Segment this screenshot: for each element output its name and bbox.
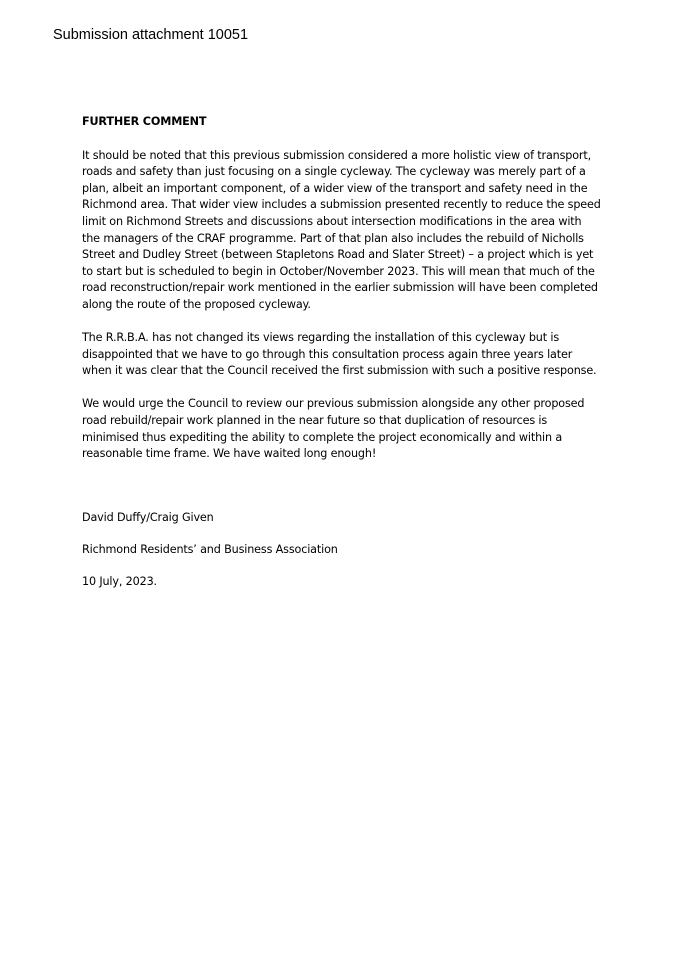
document-heading: FURTHER COMMENT <box>82 115 207 128</box>
document-body <box>82 114 602 607</box>
paragraph-rrba-views: The R.R.B.A. has not changed its views regarding the installation of this cycleway but is disappointed that we have to go through this consultation process again three years later when it was clear that the Council received the first submission with such a positive response. <box>82 331 597 378</box>
paragraph-holistic-view: It should be noted that this previous submission considered a more holistic view of transport, roads and safety than just focusing on a single cycleway. The cycleway was merely part of a plan, albeit an important component, of a wider view of the transport and safety need in the Richmond area. That wider view includes a submission presented recently to reduce the speed limit on Richmond Streets and discussions about intersection modifications in the area with the managers of the CRAF programme. Part of that plan also includes the rebuild of Nicholls Street and Dudley Street (between Stapletons Road and Slater Street) – a project which is yet to start but is scheduled to begin in October/November 2023. This will mean that much of the road reconstruction/repair work mentioned in the earlier submission will have been completed along the route of the proposed cycleway. <box>82 148 601 311</box>
signature-block <box>82 510 602 591</box>
paragraph-urge-council: We would urge the Council to review our previous submission alongside any other proposed road rebuild/repair work planned in the near future so that duplication of resources is minimised thus expediting the ability to complete the project economically and within a reasonable time frame. We have waited long enough! <box>82 397 585 461</box>
attachment-label: Submission attachment 10051 <box>53 27 249 43</box>
signatory-names: David Duffy/Craig Given <box>82 510 214 524</box>
document-date: 10 July, 2023. <box>82 575 157 589</box>
signatory-organisation: Richmond Residents’ and Business Association <box>82 543 338 557</box>
